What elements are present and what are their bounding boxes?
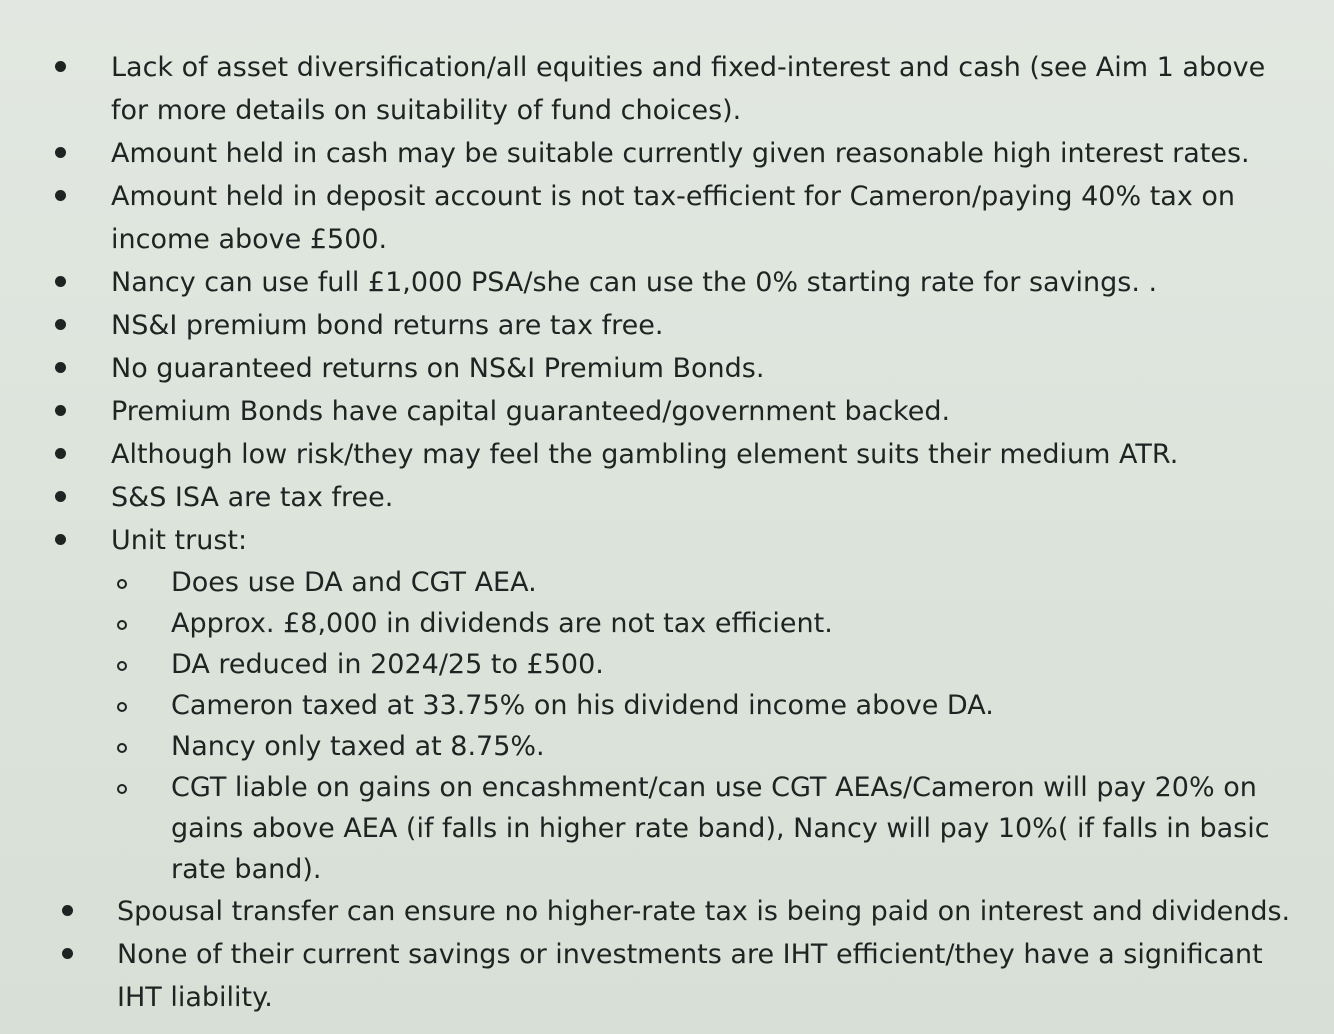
list-item xyxy=(0,46,1334,132)
unit-trust-sublist xyxy=(0,562,1334,890)
hollow-bullet-icon xyxy=(117,702,127,712)
list-item xyxy=(0,347,1334,390)
sub-list-item xyxy=(0,767,1334,890)
hollow-bullet-icon xyxy=(117,579,127,589)
bullet-icon xyxy=(55,362,66,373)
sub-list-item-text: DA reduced in 2024/25 to £500. xyxy=(171,649,604,680)
list-item xyxy=(0,175,1334,261)
bullet-icon xyxy=(55,276,66,287)
sub-list-item-text: Cameron taxed at 33.75% on his dividend income above DA. xyxy=(171,690,994,721)
sub-list-item-text: Approx. £8,000 in dividends are not tax efficient. xyxy=(171,608,833,639)
list-item-text: Premium Bonds have capital guaranteed/government backed. xyxy=(111,396,951,427)
sub-list-item-text: Nancy only taxed at 8.75%. xyxy=(171,731,545,762)
list-item xyxy=(0,390,1334,433)
sub-list-item xyxy=(0,562,1334,603)
list-item-text: Unit trust: xyxy=(111,525,248,556)
list-item-text: S&S ISA are tax free. xyxy=(111,482,394,513)
sub-list-item xyxy=(0,726,1334,767)
bullet-icon xyxy=(55,61,66,72)
final-list xyxy=(0,890,1334,1019)
sub-list-item-text: CGT liable on gains on encashment/can use CGT AEAs/Cameron will pay 20% on gains above AEA (if falls in higher rate band), Nancy will pay 10%( if falls in basic rate band). xyxy=(171,772,1270,885)
sub-list-item-text: Does use DA and CGT AEA. xyxy=(171,567,537,598)
bullet-icon xyxy=(55,190,66,201)
sub-list-item xyxy=(0,685,1334,726)
list-item-text: Spousal transfer can ensure no higher-rate tax is being paid on interest and dividends. xyxy=(117,896,1291,927)
bullet-icon xyxy=(55,491,66,502)
list-item-text: No guaranteed returns on NS&I Premium Bonds. xyxy=(111,353,765,384)
hollow-bullet-icon xyxy=(117,784,127,794)
hollow-bullet-icon xyxy=(117,620,127,630)
bullet-icon xyxy=(62,948,73,959)
bullet-icon xyxy=(55,147,66,158)
list-item xyxy=(0,890,1334,933)
list-item xyxy=(0,933,1334,1019)
hollow-bullet-icon xyxy=(117,743,127,753)
list-item xyxy=(0,261,1334,304)
bullet-icon xyxy=(55,319,66,330)
list-item-text: NS&I premium bond returns are tax free. xyxy=(111,310,664,341)
list-item-text: Lack of asset diversification/all equities and fixed-interest and cash (see Aim 1 above for more details on suitability of fund choices). xyxy=(111,52,1266,126)
list-item xyxy=(0,132,1334,175)
list-item-text: Although low risk/they may feel the gambling element suits their medium ATR. xyxy=(111,439,1179,470)
list-item-unit-trust xyxy=(0,519,1334,562)
bullet-icon xyxy=(55,534,66,545)
sub-list-item xyxy=(0,644,1334,685)
bullet-icon xyxy=(62,905,73,916)
list-item-text: Amount held in deposit account is not tax-efficient for Cameron/paying 40% tax on income above £500. xyxy=(111,181,1236,255)
assessment-list xyxy=(0,46,1334,562)
list-item-text: None of their current savings or investments are IHT efficient/they have a significant IHT liability. xyxy=(117,939,1263,1013)
list-item xyxy=(0,476,1334,519)
sub-list-item xyxy=(0,603,1334,644)
list-item xyxy=(0,433,1334,476)
bullet-icon xyxy=(55,448,66,459)
list-item-text: Amount held in cash may be suitable currently given reasonable high interest rates. xyxy=(111,138,1250,169)
hollow-bullet-icon xyxy=(117,661,127,671)
list-item-text: Nancy can use full £1,000 PSA/she can use the 0% starting rate for savings. . xyxy=(111,267,1158,298)
bullet-icon xyxy=(55,405,66,416)
list-item xyxy=(0,304,1334,347)
